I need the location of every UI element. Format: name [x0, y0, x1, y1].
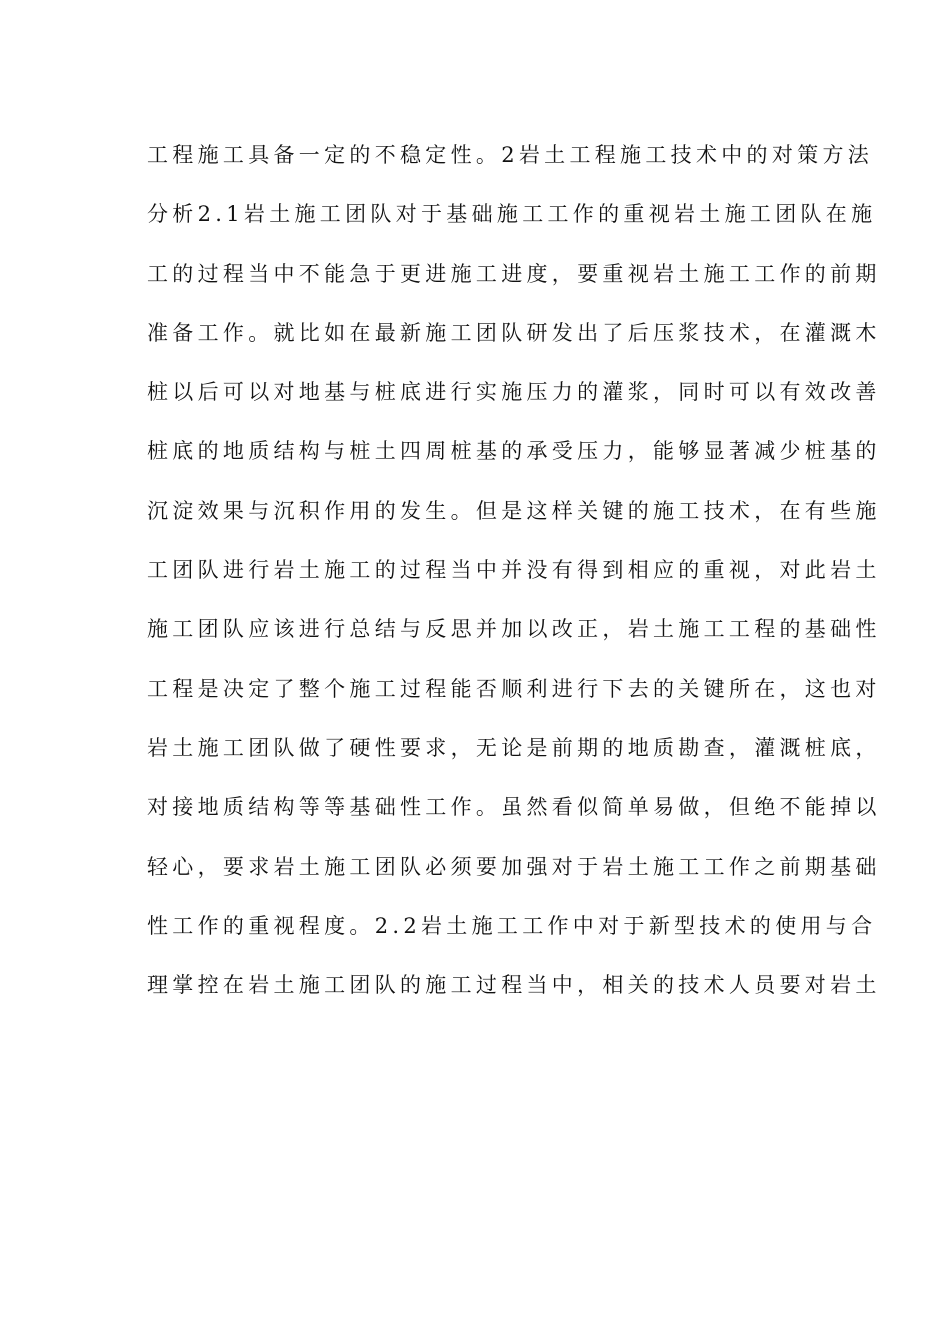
text-line-12: 对接地质结构等等基础性工作。虽然看似简单易做，但绝不能掉以: [147, 795, 881, 820]
text-line-15: 理掌控在岩土施工团队的施工过程当中，相关的技术人员要对岩土: [147, 973, 881, 998]
text-line-6: 桩底的地质结构与桩土四周桩基的承受压力，能够显著减少桩基的: [147, 439, 881, 464]
text-line-3: 工的过程当中不能急于更进施工进度，要重视岩土施工工作的前期: [147, 261, 881, 286]
text-line-11: 岩土施工团队做了硬性要求，无论是前期的地质勘查，灌溉桩底，: [147, 735, 881, 760]
text-line-4: 准备工作。就比如在最新施工团队研发出了后压浆技术，在灌溉木: [147, 320, 881, 345]
text-line-14: 性工作的重视程度。2.2岩土施工工作中对于新型技术的使用与合: [147, 913, 877, 938]
text-line-8: 工团队进行岩土施工的过程当中并没有得到相应的重视，对此岩土: [147, 558, 881, 583]
text-line-10: 工程是决定了整个施工过程能否顺利进行下去的关键所在，这也对: [147, 676, 881, 701]
body-text: [147, 133, 881, 1022]
text-line-5: 桩以后可以对地基与桩底进行实施压力的灌浆，同时可以有效改善: [147, 380, 881, 405]
text-line-7: 沉淀效果与沉积作用的发生。但是这样关键的施工技术，在有些施: [147, 498, 881, 523]
text-line-2: 分析2.1岩土施工团队对于基础施工工作的重视岩土施工团队在施: [147, 202, 877, 227]
text-line-9: 施工团队应该进行总结与反思并加以改正，岩土施工工程的基础性: [147, 617, 881, 642]
text-line-13: 轻心，要求岩土施工团队必须要加强对于岩土施工工作之前期基础: [147, 854, 881, 879]
text-line-1: 工程施工具备一定的不稳定性。2岩土工程施工技术中的对策方法: [147, 143, 874, 167]
